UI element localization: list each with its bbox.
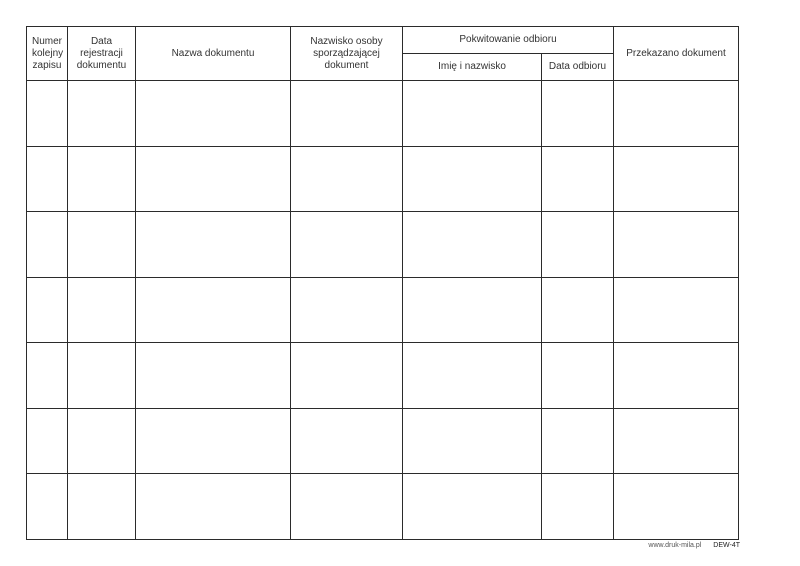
header-nazwisko-osoby [291, 27, 403, 81]
cell-imie-i-nazwisko[interactable] [403, 474, 542, 540]
cell-nazwisko-osoby[interactable] [291, 474, 403, 540]
cell-nazwisko-osoby[interactable] [291, 212, 403, 278]
register-form [26, 26, 738, 540]
cell-przekazano-dokument[interactable] [614, 277, 739, 343]
header-numer-text: Numer kolejny zapisu [32, 35, 64, 71]
cell-imie-i-nazwisko[interactable] [403, 277, 542, 343]
cell-nazwa-dokumentu[interactable] [136, 212, 291, 278]
cell-imie-i-nazwisko[interactable] [403, 212, 542, 278]
header-data-rejestracji [68, 27, 136, 81]
cell-data-rejestracji[interactable] [68, 474, 136, 540]
header-przekazano-dokument: Przekazano dokument [614, 27, 739, 81]
cell-przekazano-dokument[interactable] [614, 343, 739, 409]
form-code: DEW-4T [713, 542, 740, 549]
cell-data-odbioru[interactable] [542, 277, 614, 343]
header-nazwisko-text: Nazwisko osoby sporządzającej dokument [310, 35, 383, 71]
header-row [27, 27, 739, 54]
cell-data-rejestracji[interactable] [68, 408, 136, 474]
cell-nazwa-dokumentu[interactable] [136, 146, 291, 212]
cell-data-odbioru[interactable] [542, 146, 614, 212]
header-nazwa-dokumentu: Nazwa dokumentu [136, 27, 291, 81]
cell-nazwisko-osoby[interactable] [291, 146, 403, 212]
cell-nazwa-dokumentu[interactable] [136, 474, 291, 540]
cell-przekazano-dokument[interactable] [614, 212, 739, 278]
header-imie-i-nazwisko: Imię i nazwisko [403, 54, 542, 81]
cell-data-odbioru[interactable] [542, 81, 614, 147]
cell-data-rejestracji[interactable] [68, 277, 136, 343]
cell-imie-i-nazwisko[interactable] [403, 343, 542, 409]
cell-nazwisko-osoby[interactable] [291, 81, 403, 147]
document-register-table [26, 26, 739, 540]
table-row [27, 212, 739, 278]
cell-przekazano-dokument[interactable] [614, 474, 739, 540]
cell-numer[interactable] [27, 212, 68, 278]
cell-numer[interactable] [27, 343, 68, 409]
cell-imie-i-nazwisko[interactable] [403, 408, 542, 474]
cell-przekazano-dokument[interactable] [614, 408, 739, 474]
cell-nazwisko-osoby[interactable] [291, 408, 403, 474]
form-footer [638, 542, 740, 549]
cell-imie-i-nazwisko[interactable] [403, 81, 542, 147]
cell-data-odbioru[interactable] [542, 474, 614, 540]
footer-website: www.druk-mila.pl [648, 542, 702, 549]
header-numer-kolejny-zapisu [27, 27, 68, 81]
cell-nazwisko-osoby[interactable] [291, 343, 403, 409]
cell-numer[interactable] [27, 408, 68, 474]
table-row [27, 146, 739, 212]
cell-nazwa-dokumentu[interactable] [136, 81, 291, 147]
cell-data-rejestracji[interactable] [68, 146, 136, 212]
cell-numer[interactable] [27, 146, 68, 212]
cell-numer[interactable] [27, 474, 68, 540]
cell-data-odbioru[interactable] [542, 343, 614, 409]
table-row [27, 277, 739, 343]
table-row [27, 474, 739, 540]
cell-numer[interactable] [27, 81, 68, 147]
cell-nazwa-dokumentu[interactable] [136, 343, 291, 409]
header-data-rejestracji-text: Data rejestracji dokumentu [76, 35, 127, 71]
cell-numer[interactable] [27, 277, 68, 343]
header-pokwitowanie-odbioru: Pokwitowanie odbioru [403, 27, 614, 54]
cell-przekazano-dokument[interactable] [614, 146, 739, 212]
cell-imie-i-nazwisko[interactable] [403, 146, 542, 212]
cell-nazwa-dokumentu[interactable] [136, 408, 291, 474]
cell-data-rejestracji[interactable] [68, 81, 136, 147]
cell-przekazano-dokument[interactable] [614, 81, 739, 147]
cell-nazwisko-osoby[interactable] [291, 277, 403, 343]
cell-data-odbioru[interactable] [542, 212, 614, 278]
cell-data-rejestracji[interactable] [68, 212, 136, 278]
cell-data-odbioru[interactable] [542, 408, 614, 474]
header-data-odbioru: Data odbioru [542, 54, 614, 81]
cell-nazwa-dokumentu[interactable] [136, 277, 291, 343]
table-row [27, 81, 739, 147]
table-row [27, 343, 739, 409]
table-row [27, 408, 739, 474]
cell-data-rejestracji[interactable] [68, 343, 136, 409]
